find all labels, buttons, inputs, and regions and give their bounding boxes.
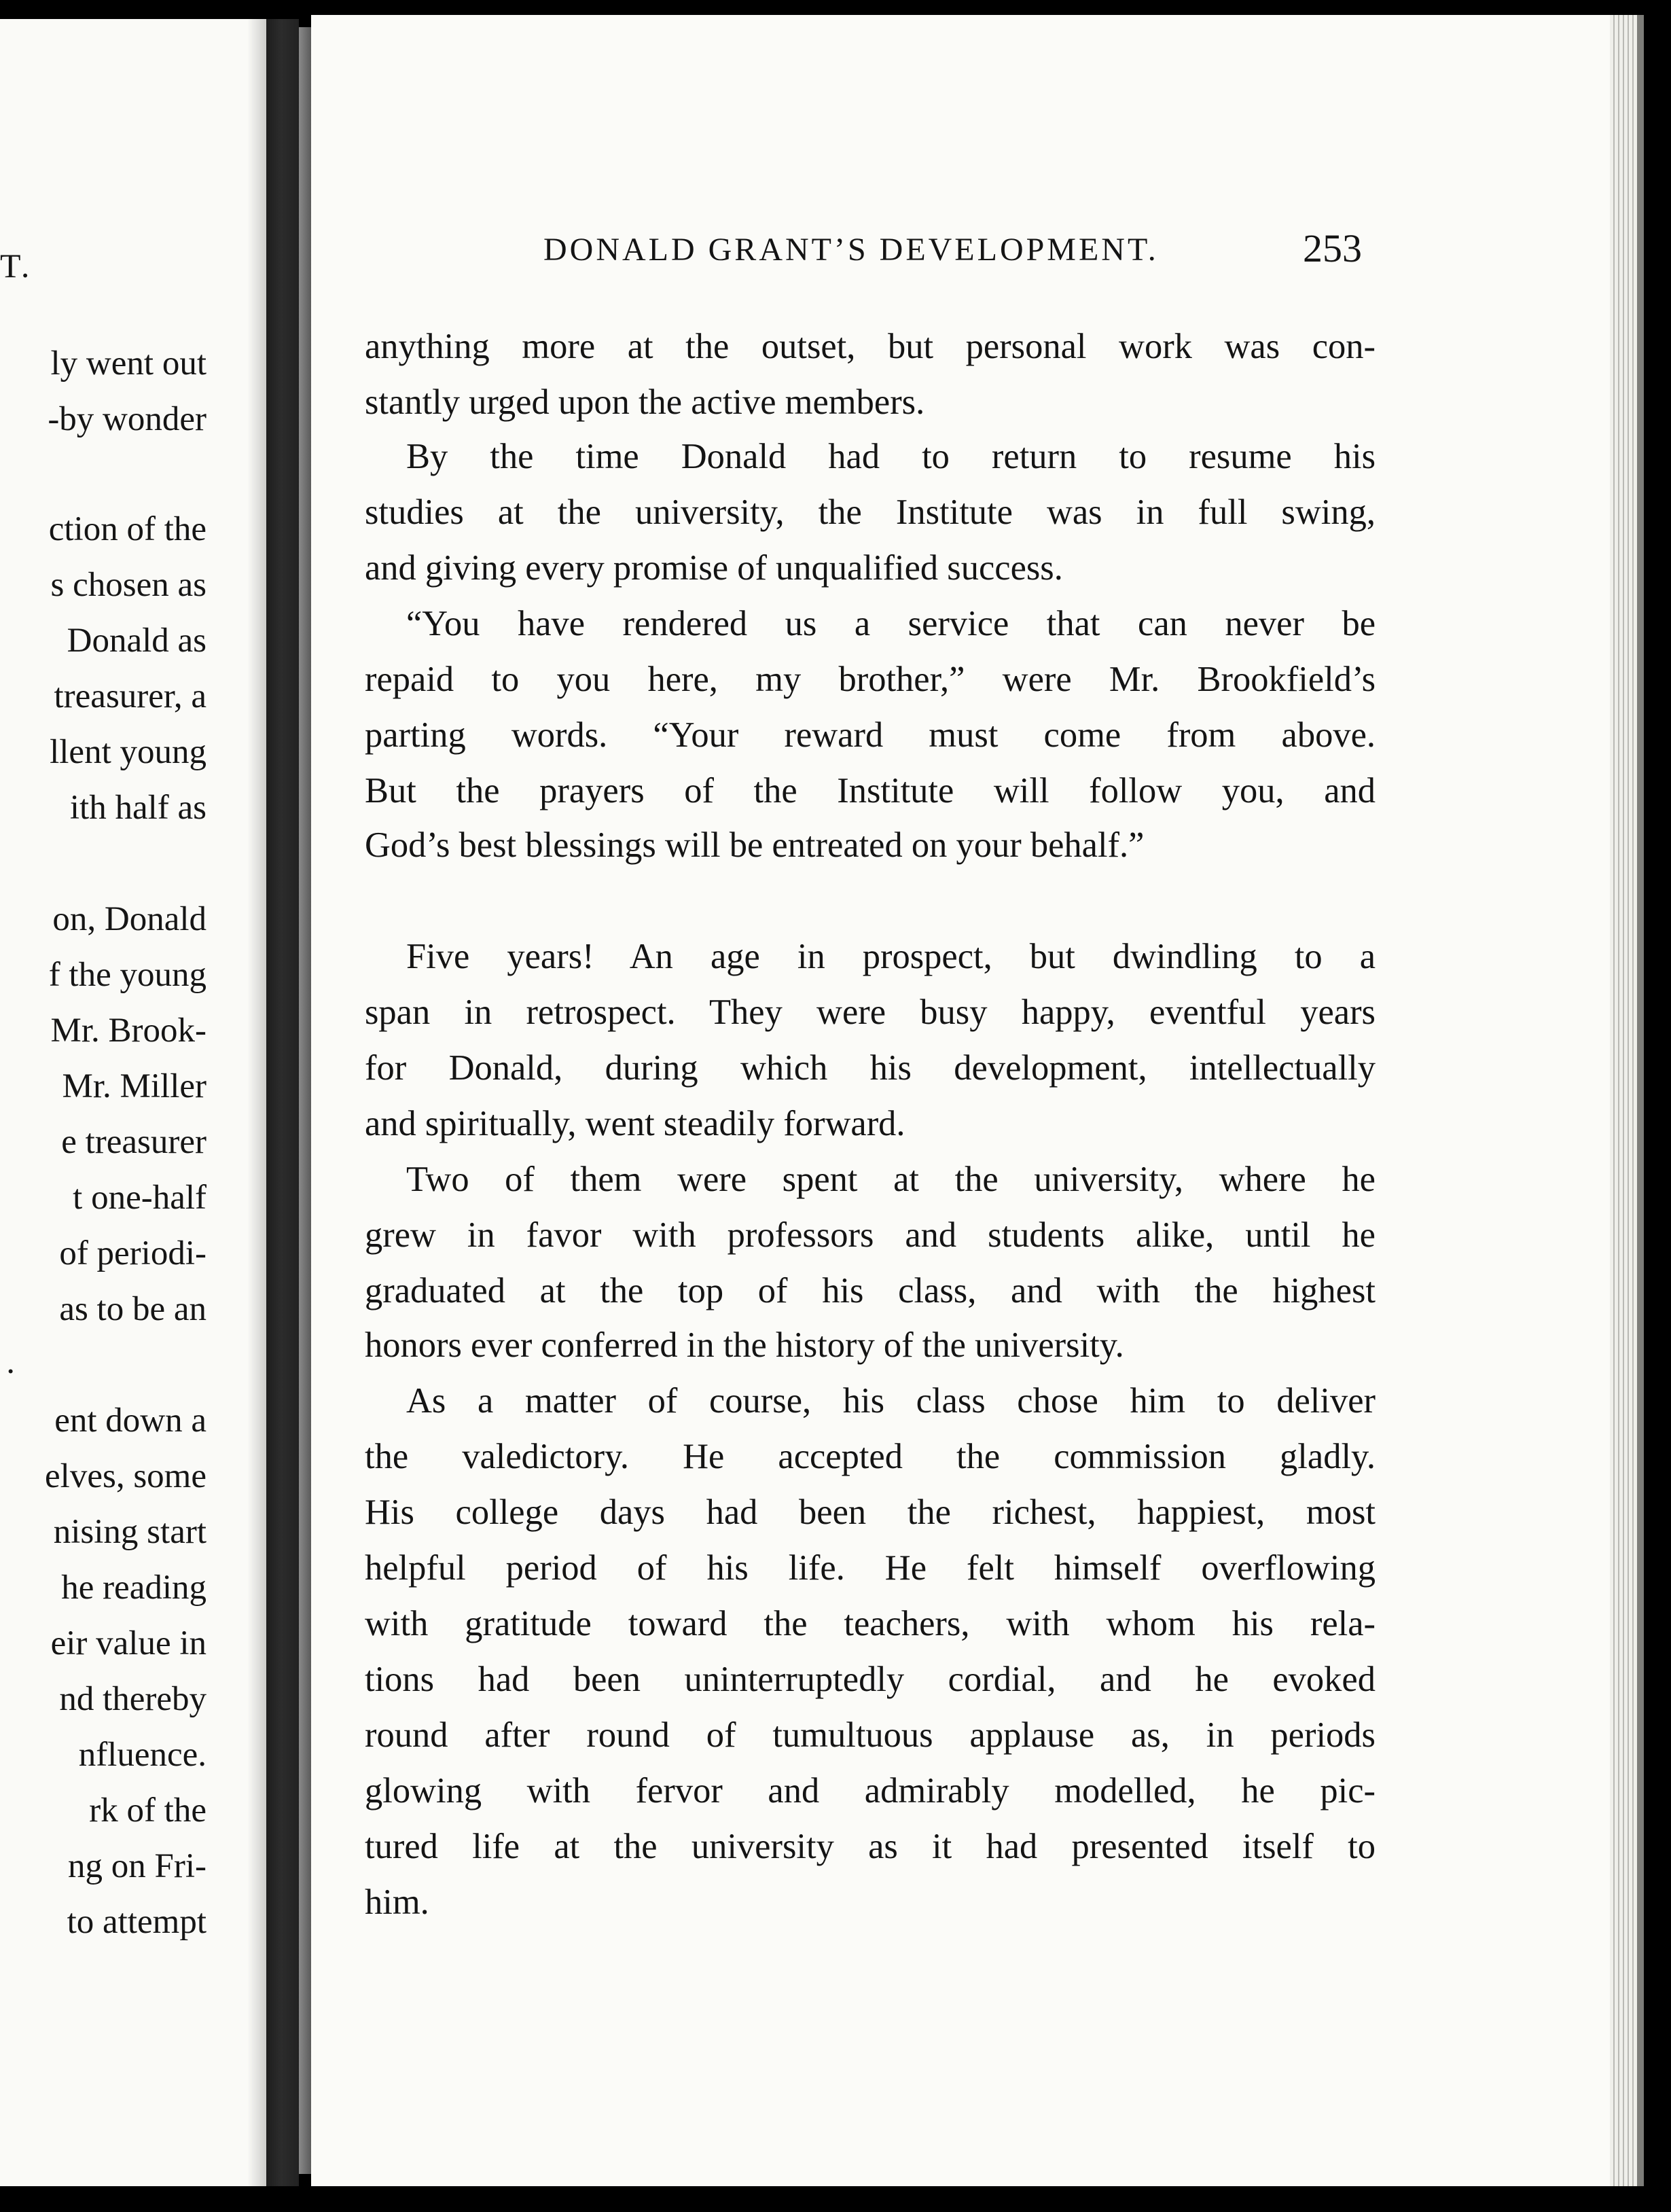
text-line: the valedictory. He accepted the commission gladly. — [365, 1437, 1376, 1476]
text-line: with gratitude toward the teachers, with whom his rela- — [365, 1604, 1376, 1643]
left-text-line: he reading — [61, 1569, 206, 1607]
left-text-line: ly went out — [50, 344, 206, 382]
page-edge-outer — [1637, 15, 1644, 2186]
text-line: grew in favor with professors and students alike, until he — [365, 1215, 1376, 1255]
text-line: parting words. “Your reward must come from above. — [365, 715, 1376, 755]
left-text-line: as to be an — [59, 1290, 206, 1328]
text-line: stantly urged upon the active members. — [365, 382, 925, 422]
page-edges — [1610, 15, 1637, 2186]
left-text-line: Mr. Miller — [62, 1067, 206, 1105]
text-line: repaid to you here, my brother,” were Mr. Brookfield’s — [365, 660, 1376, 699]
left-text-line: treasurer, a — [54, 677, 206, 715]
left-text-line: e treasurer — [61, 1123, 206, 1161]
left-text-line: llent young — [50, 733, 206, 771]
text-line: span in retrospect. They were busy happy, eventful years — [365, 993, 1376, 1032]
text-line: and spiritually, went steadily forward. — [365, 1104, 905, 1143]
text-line: him. — [365, 1883, 429, 1922]
left-text-line: s chosen as — [50, 566, 206, 604]
left-text-line: ng on Fri- — [68, 1847, 206, 1885]
text-line: As a matter of course, his class chose him to deliver — [406, 1381, 1376, 1421]
text-line: God’s best blessings will be entreated on your behalf.” — [365, 825, 1145, 865]
left-text-line: Mr. Brook- — [50, 1012, 206, 1050]
text-line: “You have rendered us a service that can never be — [406, 604, 1376, 643]
gutter-shadow — [247, 19, 266, 2186]
text-line: By the time Donald had to return to resume his — [406, 437, 1376, 476]
left-text-line: nising start — [53, 1513, 206, 1551]
running-head: DONALD GRANT’S DEVELOPMENT. — [543, 232, 1159, 268]
left-text-line: Donald as — [67, 622, 206, 660]
left-text-line: rk of the — [89, 1791, 206, 1830]
left-text-line: f the young — [48, 956, 206, 994]
text-line: glowing with fervor and admirably modelled, he pic- — [365, 1771, 1376, 1810]
text-line: for Donald, during which his development, intellectually — [365, 1048, 1376, 1088]
left-text-line: elves, some — [45, 1457, 206, 1495]
page-number: 253 — [1303, 226, 1362, 270]
text-line: Two of them were spent at the university, where he — [406, 1160, 1376, 1199]
left-text-line: eir value in — [50, 1624, 206, 1662]
left-text-line: nfluence. — [78, 1736, 206, 1774]
text-line: anything more at the outset, but personal work was con- — [365, 327, 1376, 366]
left-text-line: ction of the — [48, 510, 206, 548]
text-line: helpful period of his life. He felt himself overflowing — [365, 1548, 1376, 1588]
spine-edge — [299, 27, 311, 2174]
text-line: graduated at the top of his class, and with the highest — [365, 1271, 1376, 1310]
text-line: But the prayers of the Institute will follow you, and — [365, 771, 1376, 810]
text-line: honors ever conferred in the history of the university. — [365, 1325, 1124, 1365]
text-line: His college days had been the richest, happiest, most — [365, 1493, 1376, 1532]
text-line: and giving every promise of unqualified success. — [365, 548, 1063, 588]
left-page — [0, 19, 266, 2186]
text-line: tions had been uninterruptedly cordial, and he evoked — [365, 1660, 1376, 1699]
left-running-head: T. — [0, 247, 33, 285]
text-line: studies at the university, the Institute was in full swing, — [365, 493, 1376, 532]
left-text-line: ent down a — [54, 1402, 206, 1440]
text-line: round after round of tumultuous applause as, in periods — [365, 1715, 1376, 1755]
left-text-line: on, Donald — [52, 900, 206, 938]
left-text-line: nd thereby — [59, 1680, 206, 1718]
left-text-line: of periodi- — [59, 1234, 206, 1272]
left-text-line: t one-half — [73, 1179, 206, 1217]
book-spine — [266, 19, 299, 2186]
left-text-line: -by wonder — [48, 400, 206, 438]
text-line: tured life at the university as it had presented itself to — [365, 1827, 1376, 1866]
left-text-line: . — [6, 1343, 15, 1381]
left-text-line: to attempt — [67, 1903, 206, 1941]
left-text-line: ith half as — [69, 789, 206, 827]
text-line: Five years! An age in prospect, but dwindling to a — [406, 937, 1376, 976]
